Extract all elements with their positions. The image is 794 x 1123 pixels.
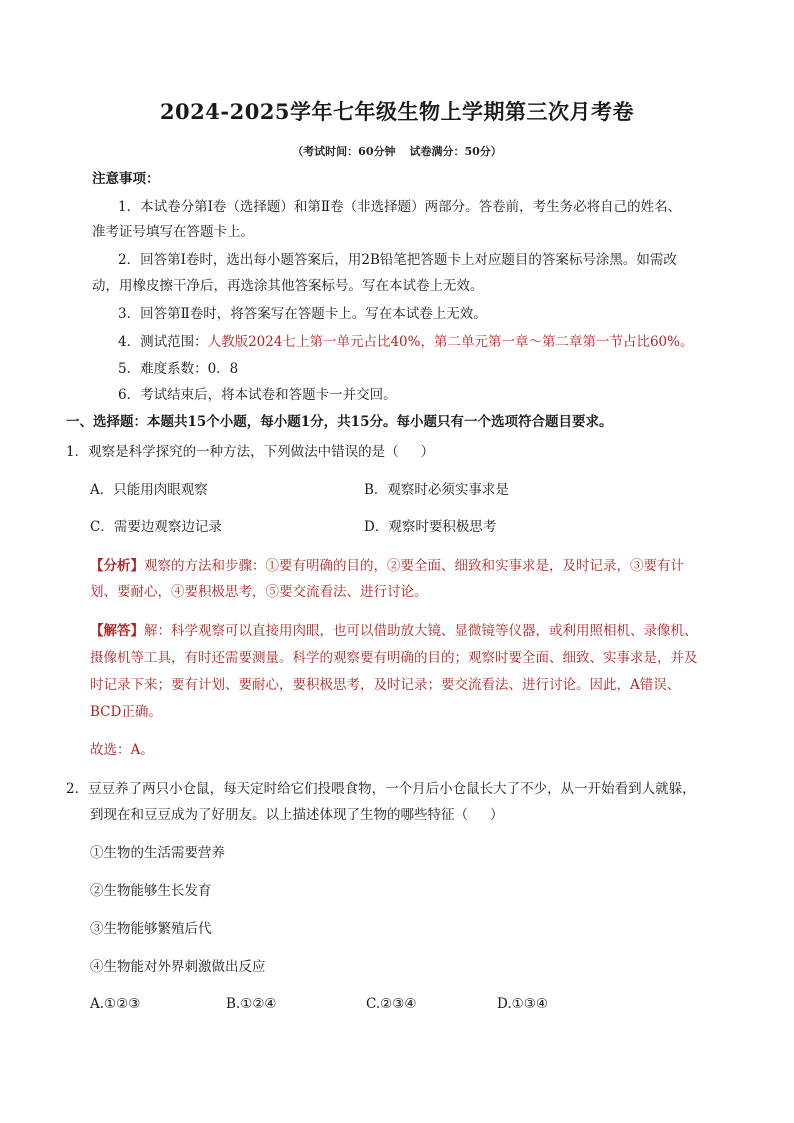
q1-answer-c: 时记录下来；要有计划、要耐心，要积极思考，及时记录；要交流看法、进行讨论。因此，A错误、 — [90, 677, 681, 693]
q1-stem — [66, 443, 434, 461]
q1-analysis-text-a: 观察的方法和步骤：①要有明确的目的，②要全面、细致和实事求是，及时记录，③要有计 — [144, 558, 684, 574]
q2-stem-end: ） — [490, 807, 504, 823]
note-2a: 2．回答第Ⅰ卷时，选出每小题答案后，用2B铅笔把答题卡上对应题目的答案标号涂黑。如需改 — [118, 252, 677, 268]
q1-analysis-a — [90, 557, 684, 575]
q1-option-d: D．观察时要积极思考 — [364, 519, 497, 535]
exam-info — [0, 143, 794, 159]
q2-item-2: ②生物能够生长发育 — [90, 883, 212, 899]
q1-answer-d: BCD正确。 — [90, 704, 162, 720]
q1-option-a: A．只能用肉眼观察 — [90, 482, 208, 498]
q1-stem-text: 1．观察是科学探究的一种方法，下列做法中错误的是（ — [66, 444, 399, 460]
note-5: 5．难度系数：0．8 — [118, 361, 239, 377]
q2-stem-b — [90, 806, 504, 824]
q1-answer-text-a: 解：科学观察可以直接用肉眼，也可以借助放大镜、显微镜等仪器，或利用照相机、录像机、 — [144, 623, 698, 639]
page-title: 2024-2025学年七年级生物上学期第三次月考卷 — [159, 99, 635, 124]
note-4-prefix: 4．测试范围： — [118, 334, 208, 350]
q2-option-b: B.①②④ — [226, 996, 277, 1012]
q2-option-d: D.①③④ — [497, 996, 548, 1012]
note-6: 6．考试结束后，将本试卷和答题卡一并交回。 — [118, 387, 397, 403]
note-2b: 动，用橡皮擦干净后，再选涂其他答案标号。写在本试卷上无效。 — [92, 278, 484, 294]
q2-stem-a: 2．豆豆养了两只小仓鼠，每天定时给它们投喂食物，一个月后小仓鼠长大了不少，从一开始看到人就躲， — [66, 781, 696, 797]
q1-option-c: C．需要边观察边记录 — [90, 519, 222, 535]
q2-item-3: ③生物能够繁殖后代 — [90, 921, 212, 937]
note-1b: 准考证号填写在答题卡上。 — [92, 224, 254, 240]
q1-stem-end: ） — [420, 444, 435, 460]
note-3: 3．回答第Ⅱ卷时，将答案写在答题卡上。写在本试卷上无效。 — [118, 306, 487, 322]
q1-analysis-b: 划、要耐心，④要积极思考，⑤要交流看法、进行讨论。 — [90, 584, 428, 600]
exam-time: （考试时间：60分钟 — [292, 145, 396, 158]
exam-score: 试卷满分：50分） — [409, 145, 502, 158]
q1-option-b: B．观察时必须实事求是 — [364, 482, 509, 498]
q1-answer-label: 【解答】 — [90, 623, 144, 639]
q2-item-1: ①生物的生活需要营养 — [90, 845, 225, 861]
q1-choice: 故选：A。 — [90, 742, 154, 758]
q1-analysis-label: 【分析】 — [90, 558, 144, 574]
notes-heading: 注意事项： — [92, 171, 160, 187]
q2-option-c: C.②③④ — [366, 996, 417, 1012]
note-4 — [118, 333, 693, 351]
q2-option-a: A.①②③ — [90, 996, 141, 1012]
note-4-range: 人教版2024七上第一单元占比40%，第二单元第一章～第二章第一节占比60%。 — [207, 334, 694, 350]
note-1a: 1．本试卷分第Ⅰ卷（选择题）和第Ⅱ卷（非选择题）两部分。答卷前，考生务必将自己的姓名、 — [118, 199, 682, 215]
q1-answer-b: 摄像机等工具，有时还需要测量。科学的观察要有明确的目的；观察时要全面、细致、实事求是，并及 — [90, 650, 698, 666]
q2-item-4: ④生物能对外界刺激做出反应 — [90, 959, 266, 975]
q2-stem-text: 到现在和豆豆成为了好朋友。以上描述体现了生物的哪些特征（ — [90, 807, 468, 823]
q1-answer-a — [90, 622, 698, 640]
section-heading: 一、选择题：本题共15个小题，每小题1分，共15分。每小题只有一个选项符合题目要求。 — [66, 414, 613, 430]
